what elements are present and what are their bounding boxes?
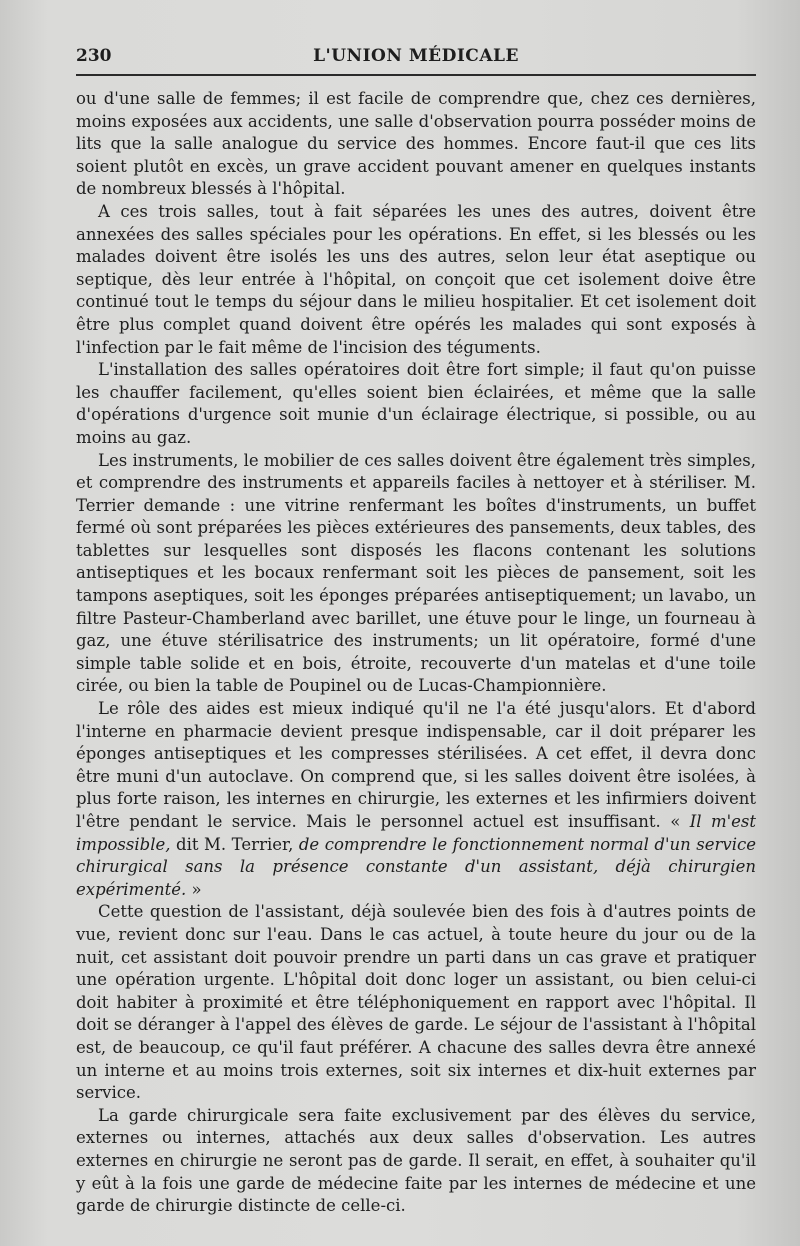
quote-italic: de comprendre le fonctionnement normal d'un service chirurgical sans la présence constante d'un assistant, déjà chirurgien expérimenté. bbox=[76, 834, 756, 899]
paragraph-text: dit M. Terrier, bbox=[170, 834, 299, 854]
page-number: 230 bbox=[76, 46, 112, 66]
quote-italic: Il m'est impossible, bbox=[76, 812, 756, 854]
paragraph-text: » bbox=[186, 879, 202, 899]
paragraph: Cette question de l'assistant, déjà soulevée bien des fois à d'autres points de vue, revient donc sur l'eau. Dans le cas actuel, à toute heure du jour ou de la nuit, cet assistant doit pouvoir prendre un parti dans un cas grave et pratiquer une opération urgente. L'hôpital doit donc loger un assistant, ou bien celui-ci doit habiter à proximité et être téléphoniquement en rapport avec l'hôpital. Il doit se déranger à l'appel des élèves de garde. Le séjour de l'assistant à l'hôpital est, de beaucoup, ce qu'il faut préférer. A chacune des salles devra être annexé un interne et au moins trois externes, soit six internes et dix-huit externes par service. bbox=[76, 902, 756, 1103]
paragraph bbox=[76, 698, 756, 901]
paragraph: L'installation des salles opératoires doit être fort simple; il faut qu'on puisse les chauffer facilement, qu'elles soient bien éclairées, et même que la salle d'opérations d'urgence soit munie d'un éclairage électrique, si possible, ou au moins au gaz. bbox=[76, 360, 756, 447]
header-rule bbox=[76, 74, 756, 76]
paragraph-text: Le rôle des aides est mieux indiqué qu'il ne l'a été jusqu'alors. Et d'abord l'interne en pharmacie devient presque indispensable, car il doit préparer les éponges antiseptiques et les compresses stérilisées. A cet effet, il devra donc être muni d'un autoclave. On comprend que, si les salles doivent être isolées, à plus forte raison, les internes en chirurgie, les externes et les infirmiers doivent l'être pendant le service. Mais le personnel actuel est insuffisant. « bbox=[76, 699, 756, 831]
running-title: L'UNION MÉDICALE bbox=[313, 46, 519, 66]
paragraph: A ces trois salles, tout à fait séparées les unes des autres, doivent être annexées des salles spéciales pour les opérations. En effet, si les blessés ou les malades doivent être isolés les uns des autres, selon leur état aseptique ou septique, dès leur entrée à l'hôpital, on conçoit que cet isolement doive être continué tout le temps du séjour dans le milieu hospitalier. Et cet isolement doit être plus complet quand doivent être opérés les malades qui sont exposés à l'infection par le fait même de l'incision des téguments. bbox=[76, 201, 756, 357]
article-body bbox=[76, 88, 756, 1218]
page-header bbox=[76, 46, 756, 72]
paragraph: ou d'une salle de femmes; il est facile de comprendre que, chez ces dernières, moins exposées aux accidents, une salle d'observation pourra posséder moins de lits que la salle analogue du service des hommes. Encore faut-il que ces lits soient plutôt en excès, un grave accident pouvant amener en quelques instants de nombreux blessés à l'hôpital. bbox=[76, 89, 756, 199]
paragraph: La garde chirurgicale sera faite exclusivement par des élèves du service, externes ou internes, attachés aux deux salles d'observation. Les autres externes en chirurgie ne seront pas de garde. Il serait, en effet, à souhaiter qu'il y eût à la fois une garde de médecine faite par les internes de médecine et une garde de chirurgie distincte de celle-ci. bbox=[76, 1105, 756, 1216]
paragraph: Les instruments, le mobilier de ces salles doivent être également très simples, et comprendre des instruments et appareils faciles à nettoyer et à stériliser. M. Terrier demande : une vitrine renfermant les boîtes d'instruments, un buffet fermé où sont préparées les pièces extérieures des pansements, deux tables, des tablettes sur lesquelles sont disposés les flacons contenant les solutions antiseptiques et les bocaux renfermant soit les pièces de pansement, soit les tampons aseptiques, soit les éponges préparées antiseptiquement; un lavabo, un filtre Pasteur-Chamberland avec barillet, une étuve pour le linge, un fourneau à gaz, une étuve stérilisatrice des instruments; un lit opératoire, formé d'une simple table solide et en bois, étroite, recouverte d'un matelas et d'une toile cirée, ou bien la table de Poupinel ou de Lucas-Championnière. bbox=[76, 450, 756, 696]
